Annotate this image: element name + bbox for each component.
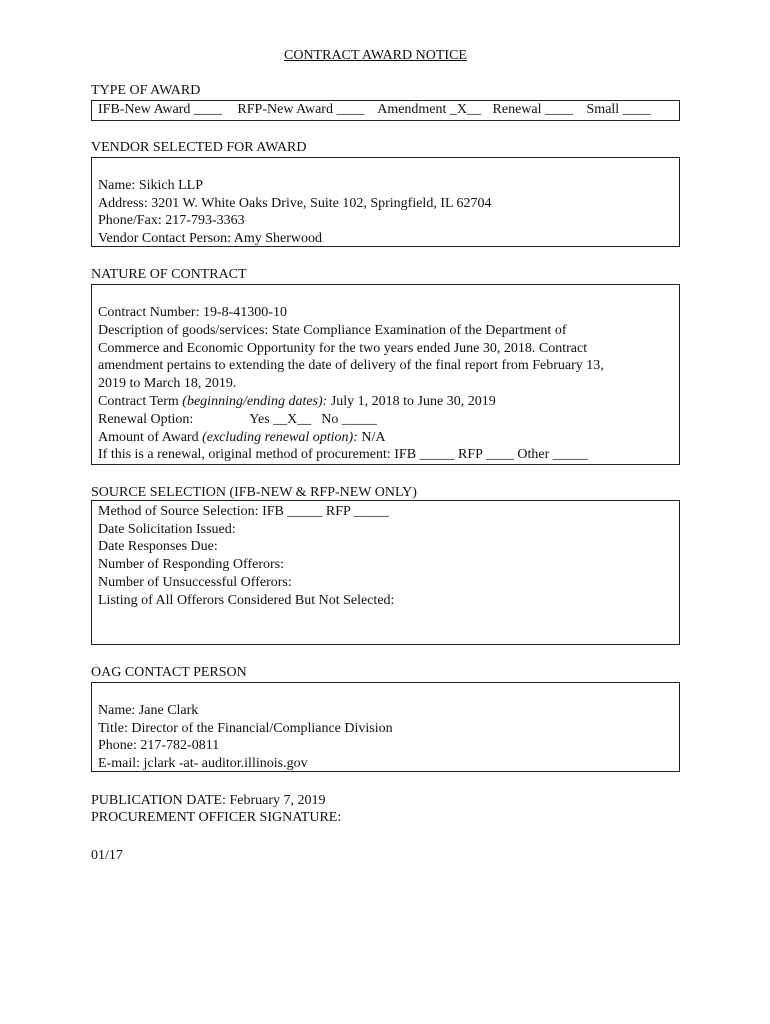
- amount-value: N/A: [357, 430, 386, 445]
- renewal-option: Renewal ____: [492, 102, 574, 117]
- number-unsuccessful: Number of Unsuccessful Offerors:: [98, 575, 292, 590]
- renewal-yes: Yes __X__: [249, 412, 312, 427]
- contract-term-label: Contract Term: [98, 394, 183, 409]
- oag-name: Name: Jane Clark: [98, 703, 199, 718]
- amendment-option: Amendment _X__: [377, 102, 482, 117]
- vendor-contact: Vendor Contact Person: Amy Sherwood: [98, 231, 322, 246]
- nature-box: [91, 284, 680, 465]
- ifb-new-award-option: IFB-New Award ____: [98, 102, 222, 117]
- number-responding: Number of Responding Offerors:: [98, 557, 284, 572]
- vendor-address: Address: 3201 W. White Oaks Drive, Suite 102, Springfield, IL 62704: [98, 196, 492, 211]
- contract-term-note: (beginning/ending dates):: [182, 394, 328, 409]
- oag-title: Title: Director of the Financial/Compliance Division: [98, 721, 393, 736]
- amount-note: (excluding renewal option):: [202, 430, 358, 445]
- type-of-award-box: [91, 100, 680, 121]
- description-line: Description of goods/services: State Compliance Examination of the Department of: [98, 323, 567, 338]
- page-title: CONTRACT AWARD NOTICE: [284, 48, 467, 63]
- original-method: If this is a renewal, original method of procurement: IFB _____ RFP ____ Other _____: [98, 447, 588, 462]
- offerors-listing: Listing of All Offerors Considered But Not Selected:: [98, 593, 395, 608]
- source-method: Method of Source Selection: IFB _____ RFP _____: [98, 504, 389, 519]
- oag-contact-heading: OAG CONTACT PERSON: [91, 665, 247, 680]
- description-line: amendment pertains to extending the date of delivery of the final report from February 13,: [98, 358, 604, 373]
- small-option: Small ____: [586, 102, 651, 117]
- source-selection-heading: SOURCE SELECTION (IFB-NEW & RFP-NEW ONLY): [91, 485, 417, 500]
- contract-term-value: July 1, 2018 to June 30, 2019: [327, 394, 496, 409]
- oag-email: E-mail: jclark -at- auditor.illinois.gov: [98, 756, 308, 771]
- date-responses-due: Date Responses Due:: [98, 539, 218, 554]
- contract-number: Contract Number: 19-8-41300-10: [98, 305, 287, 320]
- nature-heading: NATURE OF CONTRACT: [91, 267, 247, 282]
- source-selection-box: [91, 500, 680, 645]
- description-line: 2019 to March 18, 2019.: [98, 376, 237, 391]
- description-line: Commerce and Economic Opportunity for the two years ended June 30, 2018. Contract: [98, 341, 588, 356]
- rfp-new-award-option: RFP-New Award ____: [237, 102, 365, 117]
- vendor-box: [91, 157, 680, 247]
- oag-phone: Phone: 217-782-0811: [98, 738, 220, 753]
- form-code: 01/17: [91, 848, 123, 863]
- amount-of-award: [98, 429, 386, 447]
- type-of-award-options: [98, 101, 651, 119]
- date-solicitation-issued: Date Solicitation Issued:: [98, 522, 236, 537]
- publication-date: PUBLICATION DATE: February 7, 2019: [91, 793, 326, 808]
- renewal-no: No _____: [321, 412, 377, 427]
- renewal-option-label: Renewal Option:: [98, 412, 194, 427]
- contract-term: [98, 393, 496, 411]
- oag-contact-box: [91, 682, 680, 772]
- type-of-award-heading: TYPE OF AWARD: [91, 83, 201, 98]
- procurement-officer-signature: PROCUREMENT OFFICER SIGNATURE:: [91, 810, 342, 825]
- amount-label: Amount of Award: [98, 430, 203, 445]
- vendor-name: Name: Sikich LLP: [98, 178, 203, 193]
- renewal-option-row: [98, 411, 377, 429]
- vendor-heading: VENDOR SELECTED FOR AWARD: [91, 140, 307, 155]
- vendor-phone: Phone/Fax: 217-793-3363: [98, 213, 245, 228]
